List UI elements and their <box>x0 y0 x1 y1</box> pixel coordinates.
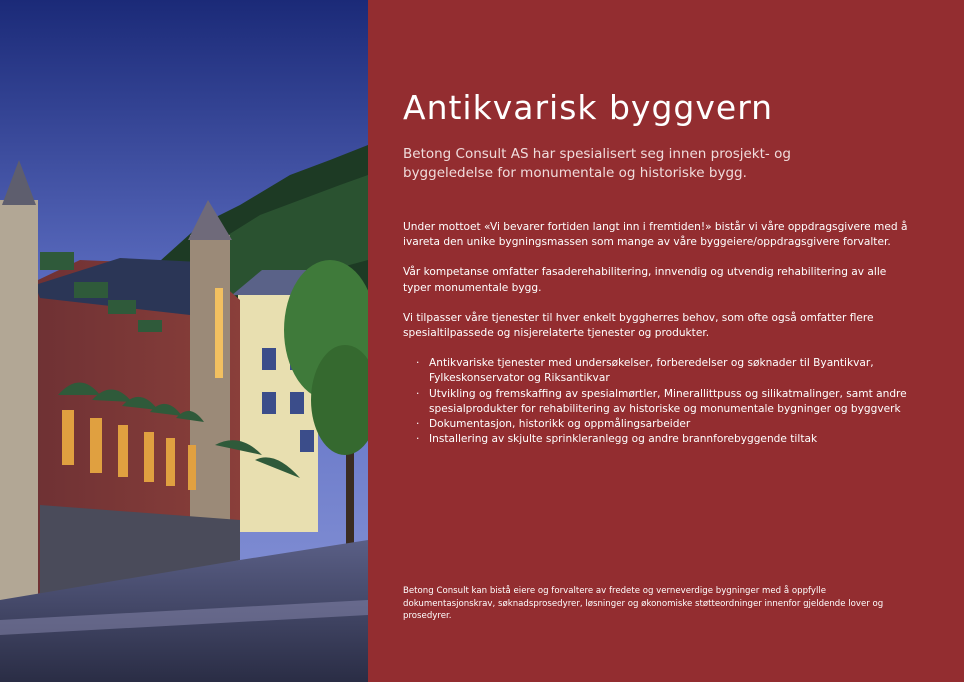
paragraph-competence: Vår kompetanse omfatter fasaderehabilitering, innvendig og utvendig rehabilitering av alle typer monumentale bygg. <box>403 266 887 294</box>
services-list <box>403 356 913 447</box>
list-item: · Dokumentasjon, historikk og oppmålingsarbeider <box>429 417 913 432</box>
list-item: · Installering av skjulte sprinkleranlegg og andre brannforebyggende tiltak <box>429 432 913 447</box>
footer-note: Betong Consult kan bistå eiere og forvaltere av fredete og verneverdige bygninger med å oppfylle dokumentasjonskrav, søknadsprosedyrer, løsninger og økonomiske støtteordninger innenfor gjeldende lover og prosedyrer. <box>403 586 884 622</box>
paragraph-services: Vi tilpasser våre tjenester til hver enkelt byggherres behov, som ofte også omfatter flere spesialtilpassede og nisjerelaterte tjenester og produkter. <box>403 311 874 340</box>
page-title: Antikvarisk byggvern <box>403 88 774 127</box>
lead-paragraph: Betong Consult AS har spesialisert seg innen prosjekt- og byggeledelse for monumentale og historiske bygg. <box>403 146 791 181</box>
text-panel <box>368 0 964 682</box>
list-item: · Utvikling og fremskaffing av spesialmørtler, Minerallittpuss og silikatmalinger, samt andre spesialprodukter for rehabilitering av historiske og monumentale bygninger og byggverk <box>429 387 913 417</box>
building-photo <box>0 0 368 682</box>
paragraph-motto: Under mottoet «Vi bevarer fortiden langt inn i fremtiden!» bistår vi våre oppdragsgivere med å ivareta den unike bygningsmassen som mange av våre byggeiere/oppdragsgivere forvalter. <box>403 221 908 249</box>
list-item: · Antikvariske tjenester med undersøkelser, forberedelser og søknader til Byantikvar, Fylkeskonservator og Riksantikvar <box>429 356 913 386</box>
body-text <box>403 220 913 447</box>
